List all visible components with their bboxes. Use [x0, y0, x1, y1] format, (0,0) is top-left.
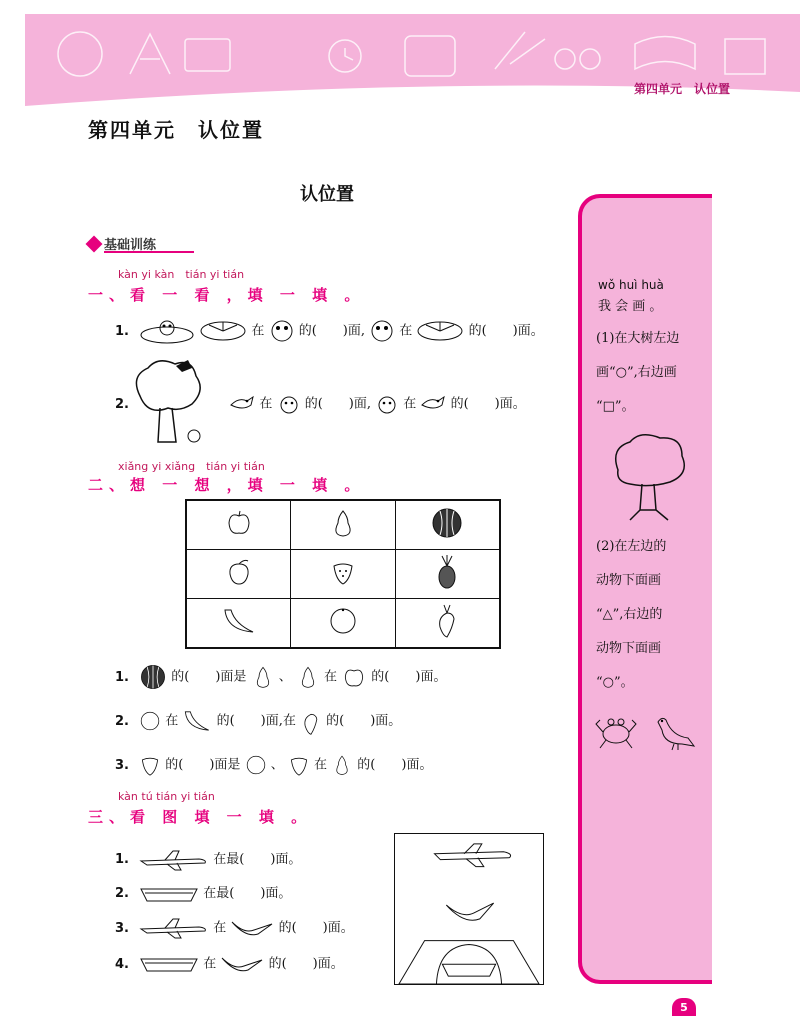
squirrel-icon	[375, 392, 399, 416]
sidebar-task2-c: “△”,右边的	[596, 607, 663, 622]
pineapple-icon	[434, 554, 460, 590]
part3-heading: 三、看 图 填 一 填 。	[88, 808, 313, 826]
grid-cell	[395, 549, 500, 598]
big-tree-icon	[610, 430, 690, 525]
part2-q1: 1. 的( )面是 、 在 的( )面。	[115, 662, 446, 692]
sidebar-task2-e: “○”。	[596, 675, 634, 690]
grid-cell	[186, 549, 291, 598]
diamond-icon	[86, 236, 103, 253]
sidebar-task2-d: 动物下面画	[596, 641, 662, 656]
part1-heading: 一、看 一 看 ，填 一 填 。	[88, 286, 366, 304]
q-number: 1.	[115, 323, 129, 339]
sidebar-task2-b: 动物下面画	[596, 573, 662, 588]
fruit-grid	[185, 499, 501, 649]
grid-cell	[186, 500, 291, 549]
section-badge	[88, 234, 156, 254]
part2-heading: 二、想 一 想 ，填 一 填 。	[88, 476, 366, 494]
pear-icon	[296, 662, 320, 692]
radish-icon	[434, 603, 460, 639]
badge-label: 基础训练	[104, 238, 157, 253]
orange-icon	[328, 606, 358, 636]
unit-heading: 第四单元 认位置	[88, 118, 264, 142]
part3-pinyin: kàn tú tián yi tián	[118, 790, 215, 803]
sidebar-task2-a: (2)在左边的	[596, 539, 667, 554]
sidebar-pinyin: wǒ huì huà	[598, 278, 664, 292]
header-unit-label: 第四单元 认位置	[633, 82, 730, 96]
strawberry-icon	[139, 753, 161, 777]
frog-icon	[269, 318, 295, 344]
part1-q1: 1. 在 的( )面, 在 的( )面。	[115, 318, 544, 344]
watermelon-icon	[139, 663, 167, 691]
boat-icon	[139, 953, 199, 975]
part2-q2: 2. 在 的( )面,在 的( )面。	[115, 706, 401, 736]
q-number: 2.	[115, 396, 129, 412]
page-number: 5	[672, 998, 696, 1016]
banana-icon	[182, 706, 212, 736]
pear-icon	[251, 662, 275, 692]
boat-icon	[139, 883, 199, 905]
pear-icon	[331, 750, 353, 780]
watermelon-icon	[430, 506, 464, 540]
grid-cell	[291, 500, 396, 549]
swallow-bird-icon	[230, 916, 274, 940]
pigeon-icon	[652, 712, 696, 752]
banana-icon	[221, 606, 257, 636]
part2-pinyin: xiǎng yi xiǎng tián yi tián	[118, 460, 265, 473]
sidebar-task1-c: “□”。	[596, 399, 635, 414]
lilypad-icon	[199, 319, 247, 343]
bird-icon	[229, 393, 255, 415]
crab-icon	[594, 710, 638, 750]
grid-cell	[291, 599, 396, 648]
swallow-bird-icon	[220, 952, 264, 976]
bird-icon	[420, 393, 446, 415]
part1-pinyin: kàn yi kàn tián yi tián	[118, 268, 245, 281]
header-banner	[25, 14, 800, 114]
airplane-icon	[139, 849, 209, 871]
orange-icon	[139, 710, 161, 732]
page-title: 认位置	[300, 184, 354, 205]
peach-icon	[224, 557, 254, 587]
part3-q4: 4. 在 的( )面。	[115, 952, 344, 976]
part3-q3: 3. 在 的( )面。	[115, 916, 354, 940]
grid-cell	[186, 599, 291, 648]
sidebar-task1-b: 画“○”,右边画	[596, 365, 677, 380]
part3-q1: 1. 在最( )面。	[115, 848, 301, 871]
strawberry-icon	[288, 753, 310, 777]
pear-icon	[328, 507, 358, 539]
apple-icon	[224, 508, 254, 538]
sky-scene-picture	[394, 833, 544, 985]
sidebar-title: 我 会 画 。	[598, 299, 663, 314]
part2-q3: 3. 的( )面是 、 在 的( )面。	[115, 750, 432, 780]
airplane-icon	[139, 917, 209, 939]
grid-cell	[395, 500, 500, 549]
part3-q2: 2. 在最( )面。	[115, 882, 291, 905]
frog-icon	[369, 318, 395, 344]
lilypad-icon	[416, 319, 464, 343]
apple-icon	[341, 664, 367, 690]
radish-icon	[300, 706, 322, 736]
sidebar-task1-a: (1)在大树左边	[596, 331, 680, 346]
squirrel-icon	[277, 392, 301, 416]
orange-icon	[245, 754, 267, 776]
frog-on-lilypad-icon	[139, 318, 195, 344]
grid-cell	[395, 599, 500, 648]
grid-cell	[291, 549, 396, 598]
part1-q2: 2. 在 的( )面, 在 的( )面。	[115, 392, 526, 416]
strawberry-icon	[330, 558, 356, 586]
